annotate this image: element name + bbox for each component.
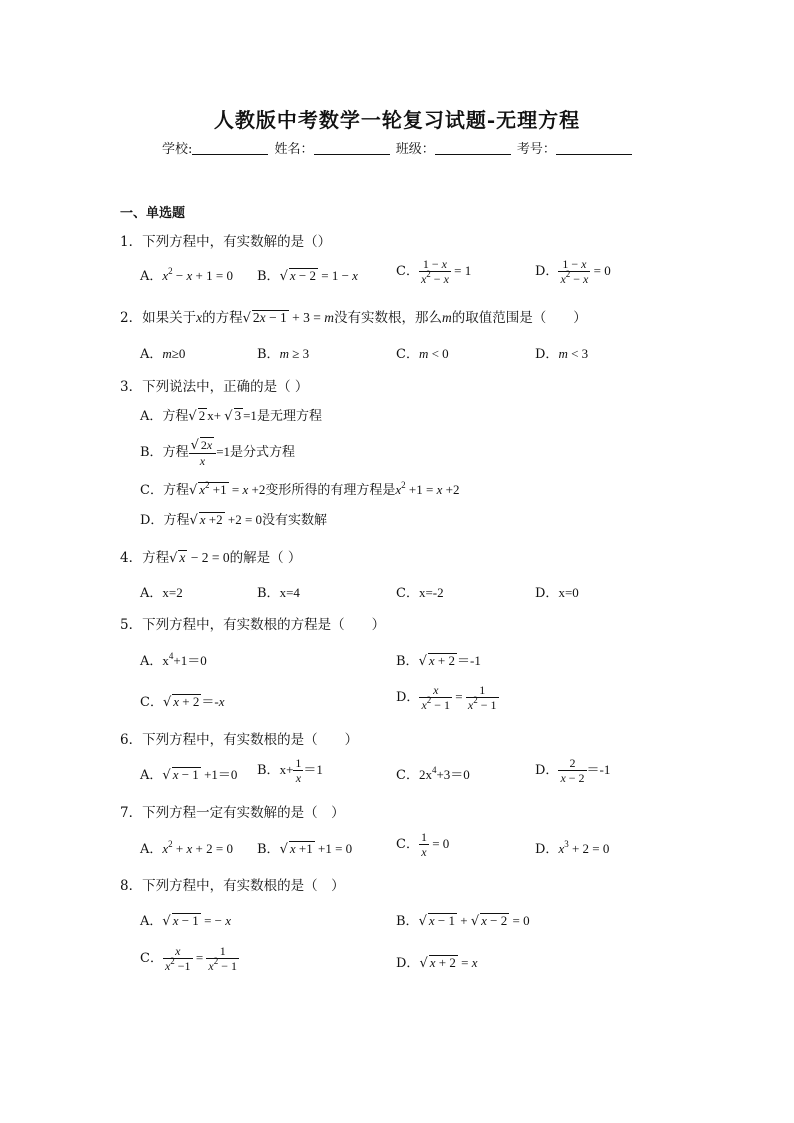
q1-option-a[interactable]: A．$x^2 - x + 1 = 0$ (140, 266, 233, 284)
class-label: 班级： (395, 142, 435, 157)
student-info-line (162, 138, 634, 157)
q2-option-c[interactable]: C．m < 0 (396, 346, 449, 362)
question-7-stem: 7．下列方程一定有实数解的是（ ） (120, 805, 345, 821)
q5-option-c[interactable]: C．√ x + 2 ＝-x (140, 694, 225, 710)
q8-option-b[interactable]: B．√ x − 1 + √ x − 2 = 0 (396, 913, 530, 929)
q4-option-c[interactable]: C．x=-2 (396, 585, 444, 601)
q4-option-d[interactable]: D．x=0 (535, 585, 579, 601)
class-blank[interactable] (435, 142, 511, 155)
q6-option-d[interactable]: D． $\frac{2}{x - 2}$ ＝-1 (535, 756, 611, 785)
q3-option-a[interactable]: A．方程√ 2 x+ √ 3 =1是无理方程 (140, 408, 322, 424)
question-4-stem: 4．方程√ x − 2 = 0的解是（ ） (120, 550, 302, 566)
q6-option-a[interactable]: A．√ x − 1 +1＝0 (140, 767, 238, 783)
q8-option-a[interactable]: A．√ x − 1 = − x (140, 913, 232, 929)
page-title: 人教版中考数学一轮复习试题-无理方程 (213, 108, 581, 132)
q7-option-b[interactable]: B．√ x +1 +1 = 0 (257, 841, 353, 857)
q7-option-d[interactable]: D．$x^3 + 2 = 0$ (535, 839, 610, 857)
q2-option-a[interactable]: A．m≥0 (140, 346, 186, 362)
exam-no-blank[interactable] (556, 142, 632, 155)
q6-option-c[interactable]: C．$2x^4+3=0$ (396, 765, 470, 783)
name-blank[interactable] (314, 142, 390, 155)
q4-option-a[interactable]: A．x=2 (140, 585, 183, 601)
q4-option-b[interactable]: B．x=4 (257, 585, 300, 601)
q3-option-b[interactable]: B．方程 $\frac{√ 2x}{x}$ =1是分式方程 (140, 438, 296, 468)
q3-option-c[interactable]: C．方程√ $x^2 +1 = x +2$变形所得的有理方程是$x^2 +1 = x +2$ (140, 480, 460, 498)
q3-option-d[interactable]: D．方程√ x +2 +2 = 0没有实数解 (140, 512, 328, 528)
section-heading: 一、单选题 (120, 206, 186, 221)
q5-option-a[interactable]: A．$x^4+1=0$ (140, 651, 207, 669)
question-1-stem: 1．下列方程中，有实数解的是（） (120, 234, 332, 250)
q1-option-b[interactable]: B．√ x − 2 = 1 − x (257, 268, 358, 284)
q1-option-c[interactable]: C． $\frac{1 - x}{x^2 - x}$ = 1 (396, 257, 472, 286)
question-3-stem: 3．下列说法中，正确的是（ ） (120, 379, 309, 395)
q5-option-d[interactable]: D． $\frac{x}{x^2 - 1}$ = $\frac{1}{x^2 - 1}$ (396, 683, 497, 712)
q6-option-b[interactable]: B．x+ $\frac{1}{x}$ ＝1 (257, 756, 323, 785)
q7-option-c[interactable]: C． $\frac{1}{x}$ = 0 (396, 830, 450, 859)
q2-option-d[interactable]: D．m < 3 (535, 346, 589, 362)
question-6-stem: 6．下列方程中，有实数根的是（ ） (120, 732, 359, 748)
q5-option-b[interactable]: B．√ x + 2 ＝-1 (396, 653, 481, 669)
q7-option-a[interactable]: A．$x^2 + x + 2 = 0$ (140, 839, 233, 857)
q8-option-d[interactable]: D．√ x + 2 = x (396, 955, 478, 971)
q2-option-b[interactable]: B．m ≥ 3 (257, 346, 310, 362)
q1-option-d[interactable]: D． $\frac{1 - x}{x^2 - x}$ = 0 (535, 257, 611, 286)
q8-option-c[interactable]: C． $\frac{x}{x^2 -1}$ = $\frac{1}{x^2 - 1}$ (140, 944, 238, 973)
exam-no-label: 考号： (516, 142, 556, 157)
question-5-stem: 5．下列方程中，有实数根的方程是（ ） (120, 617, 386, 633)
school-blank[interactable] (192, 142, 268, 155)
question-8-stem: 8．下列方程中，有实数根的是（ ） (120, 878, 345, 894)
question-2-stem: 2．如果关于x的方程√ 2x − 1 + 3 = m没有实数根，那么m的取值范围是（ ） (120, 310, 587, 326)
name-label: 姓名： (274, 142, 314, 157)
school-label: 学校: (162, 142, 193, 157)
